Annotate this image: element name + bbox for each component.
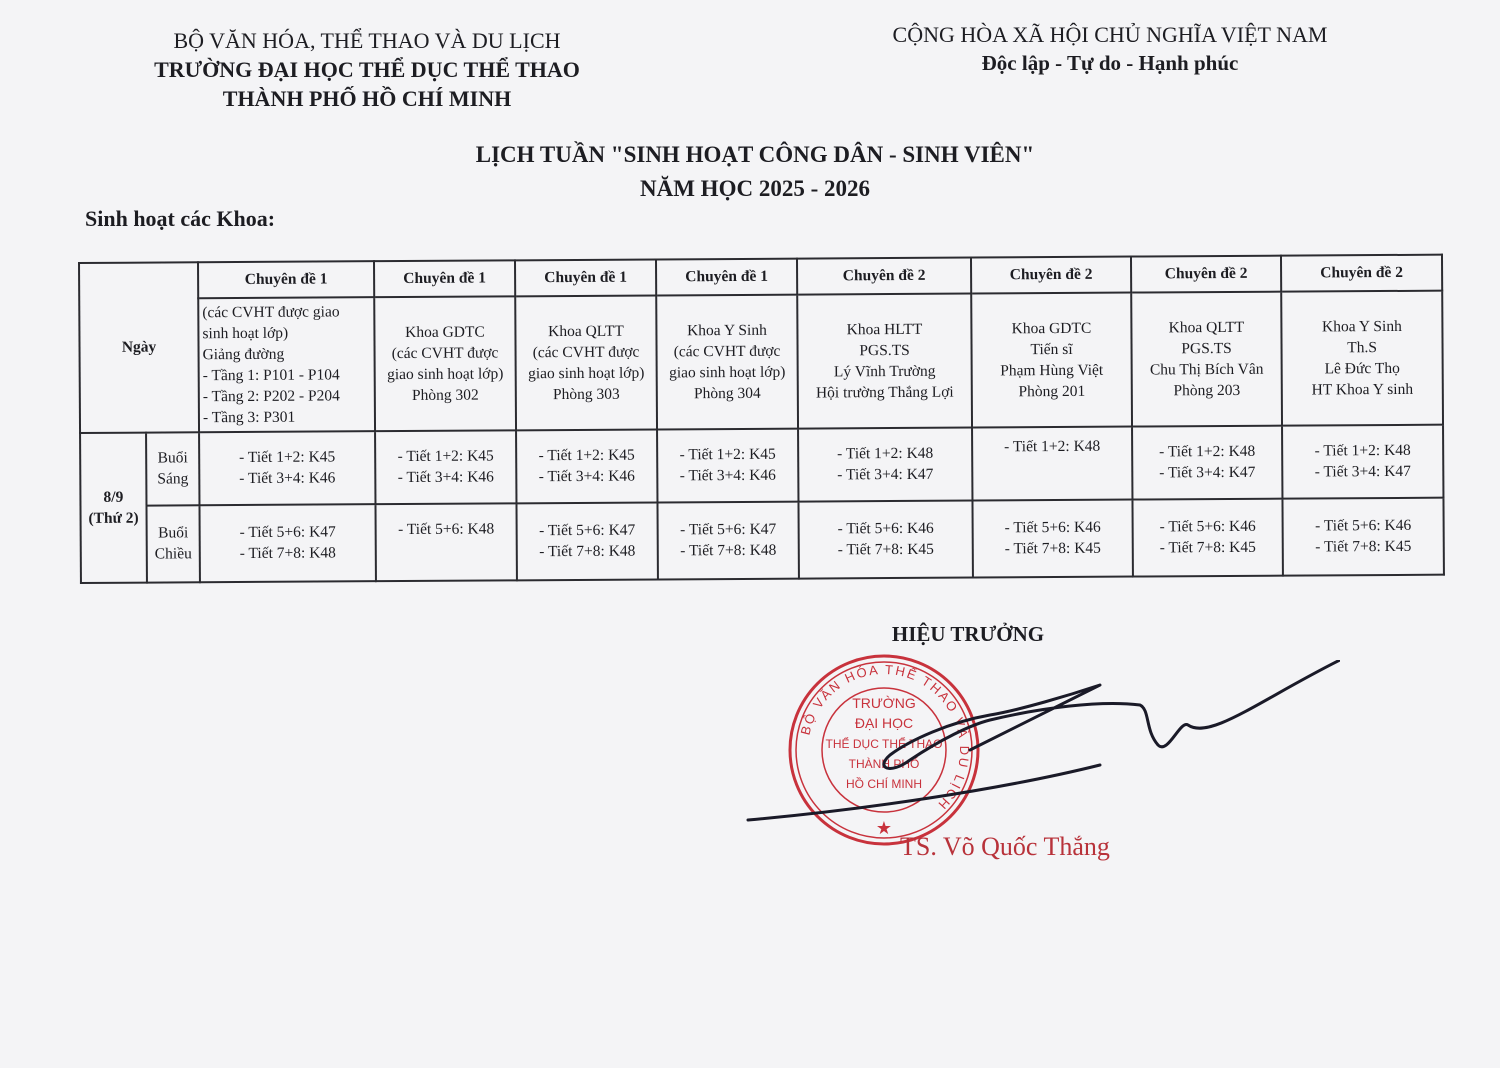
description-line: giao sinh hoạt lớp) xyxy=(669,363,786,381)
schedule-cell: - Tiết 1+2: K48 - Tiết 3+4: K47 xyxy=(1132,425,1282,499)
schedule-cell: - Tiết 5+6: K46 - Tiết 7+8: K45 xyxy=(1132,498,1282,576)
national-motto: Độc lập - Tự do - Hạnh phúc xyxy=(981,51,1239,75)
description-line: Giảng đường xyxy=(202,345,285,363)
description-line: Tiến sĩ xyxy=(1030,340,1073,358)
description-line: (các CVHT được xyxy=(673,342,781,360)
description-line: Chu Thị Bích Vân xyxy=(1149,360,1264,379)
session-label: Buổi Chiều xyxy=(146,505,199,583)
column-description xyxy=(198,297,375,432)
school-name-line1: TRƯỜNG ĐẠI HỌC THỂ DỤC THỂ THAO xyxy=(154,57,580,82)
description-line: Phòng 302 xyxy=(411,386,479,404)
topic-header: Chuyên đề 1 xyxy=(374,260,515,296)
topic-header: Chuyên đề 2 xyxy=(1131,256,1281,292)
handwritten-signature xyxy=(740,660,1340,840)
school-name-line2: THÀNH PHỐ HỒ CHÍ MINH xyxy=(222,86,512,111)
description-line: - Tầng 2: P202 - P204 xyxy=(202,386,340,405)
day-date: 8/9 xyxy=(103,488,124,506)
seal-line: HỒ CHÍ MINH xyxy=(846,777,922,791)
description-line: Khoa GDTC xyxy=(1011,319,1092,337)
seal-line: ĐẠI HỌC xyxy=(854,715,914,731)
seal-line: TRƯỜNG xyxy=(852,695,916,711)
description-line: Lê Đức Thọ xyxy=(1324,359,1400,377)
column-description xyxy=(515,295,657,430)
description-line: Phòng 304 xyxy=(693,384,761,402)
column-description xyxy=(656,294,798,429)
description-line: Phòng 203 xyxy=(1173,381,1241,399)
schedule-cell: - Tiết 1+2: K45 - Tiết 3+4: K46 xyxy=(516,429,657,503)
description-line: Khoa QLTT xyxy=(1168,318,1245,336)
seal-star-icon: ★ xyxy=(875,818,893,838)
description-line: Phạm Hùng Việt xyxy=(1000,361,1104,379)
description-line: (các CVHT được xyxy=(391,344,499,362)
topic-header: Chuyên đề 2 xyxy=(971,257,1131,294)
description-line: Phòng 201 xyxy=(1018,382,1086,400)
description-line: Khoa QLTT xyxy=(548,322,624,340)
signatory-title: HIỆU TRƯỞNG xyxy=(891,622,1045,646)
schedule-cell: - Tiết 5+6: K47 - Tiết 7+8: K48 xyxy=(516,502,657,580)
schedule-cell: - Tiết 5+6: K47 - Tiết 7+8: K48 xyxy=(657,501,798,579)
description-line: Khoa Y Sinh xyxy=(686,321,767,339)
column-description xyxy=(1281,290,1443,425)
description-line: Khoa HLTT xyxy=(846,320,923,338)
issuer-header xyxy=(100,26,634,113)
national-header xyxy=(850,20,1370,78)
session-label: Buổi Sáng xyxy=(146,432,199,505)
description-line: giao sinh hoạt lớp) xyxy=(387,364,504,383)
description-line: - Tầng 1: P101 - P104 xyxy=(202,365,340,384)
schedule-cell: - Tiết 5+6: K48 xyxy=(375,503,516,581)
seal-line: THÀNH PHỐ xyxy=(848,757,920,771)
description-line: Khoa Y Sinh xyxy=(1321,317,1402,335)
document-title xyxy=(300,138,1210,206)
schedule-cell: - Tiết 1+2: K45 - Tiết 3+4: K46 xyxy=(199,431,375,505)
topic-header: Chuyên đề 1 xyxy=(656,259,797,295)
column-description xyxy=(1131,291,1282,426)
description-line: Lý Vĩnh Trường xyxy=(833,362,936,380)
description-line: HT Khoa Y sinh xyxy=(1311,380,1414,399)
topic-header: Chuyên đề 2 xyxy=(1281,255,1442,292)
schedule-cell: - Tiết 5+6: K46 - Tiết 7+8: K45 xyxy=(1282,497,1443,575)
column-description xyxy=(374,296,516,431)
signer-name: TS. Võ Quốc Thắng xyxy=(900,832,1110,861)
schedule-cell: - Tiết 5+6: K46 - Tiết 7+8: K45 xyxy=(798,500,972,578)
schedule-cell: - Tiết 1+2: K48 - Tiết 3+4: K47 xyxy=(798,427,972,501)
description-line: (các CVHT được xyxy=(532,343,640,361)
column-description xyxy=(797,293,972,428)
description-line: giao sinh hoạt lớp) xyxy=(528,364,645,382)
topic-header: Chuyên đề 1 xyxy=(198,261,374,298)
description-line: - Tầng 3: P301 xyxy=(202,408,296,426)
schedule-cell: - Tiết 5+6: K47 - Tiết 7+8: K48 xyxy=(200,504,376,582)
description-line: Th.S xyxy=(1347,338,1377,356)
title-line2: NĂM HỌC 2025 - 2026 xyxy=(640,176,870,201)
ministry-name: BỘ VĂN HÓA, THỂ THAO VÀ DU LỊCH xyxy=(173,28,561,53)
schedule-cell: - Tiết 5+6: K46 - Tiết 7+8: K45 xyxy=(972,499,1132,577)
seal-ring-text: BỘ VĂN HÓA THỂ THAO VÀ DU LỊCH xyxy=(797,661,973,814)
description-line: (các CVHT được giao xyxy=(202,302,340,321)
description-line: PGS.TS xyxy=(1181,339,1232,357)
schedule-table xyxy=(78,254,1445,584)
ngay-header: Ngày xyxy=(79,262,199,432)
topic-header: Chuyên đề 2 xyxy=(797,258,971,295)
description-line: sinh hoạt lớp) xyxy=(202,324,289,342)
topic-header: Chuyên đề 1 xyxy=(515,259,656,295)
country-name: CỘNG HÒA XÃ HỘI CHỦ NGHĨA VIỆT NAM xyxy=(892,22,1328,47)
schedule-cell: - Tiết 1+2: K45 - Tiết 3+4: K46 xyxy=(375,430,516,504)
day-cell xyxy=(80,432,147,583)
description-line: Khoa GDTC xyxy=(405,323,485,341)
description-line: Phòng 303 xyxy=(552,385,620,403)
schedule-cell: - Tiết 1+2: K45 - Tiết 3+4: K46 xyxy=(657,428,798,502)
description-line: Hội trường Thắng Lợi xyxy=(815,383,954,402)
schedule-cell: - Tiết 1+2: K48 xyxy=(972,426,1132,500)
title-line1: LỊCH TUẦN "SINH HOẠT CÔNG DÂN - SINH VIÊN" xyxy=(475,142,1035,167)
section-label: Sinh hoạt các Khoa: xyxy=(85,206,276,231)
seal-line: THỂ DỤC THỂ THAO xyxy=(825,737,943,751)
description-line: PGS.TS xyxy=(859,341,910,359)
column-description xyxy=(971,292,1132,427)
day-weekday: (Thứ 2) xyxy=(88,509,139,527)
schedule-cell: - Tiết 1+2: K48 - Tiết 3+4: K47 xyxy=(1282,424,1443,498)
